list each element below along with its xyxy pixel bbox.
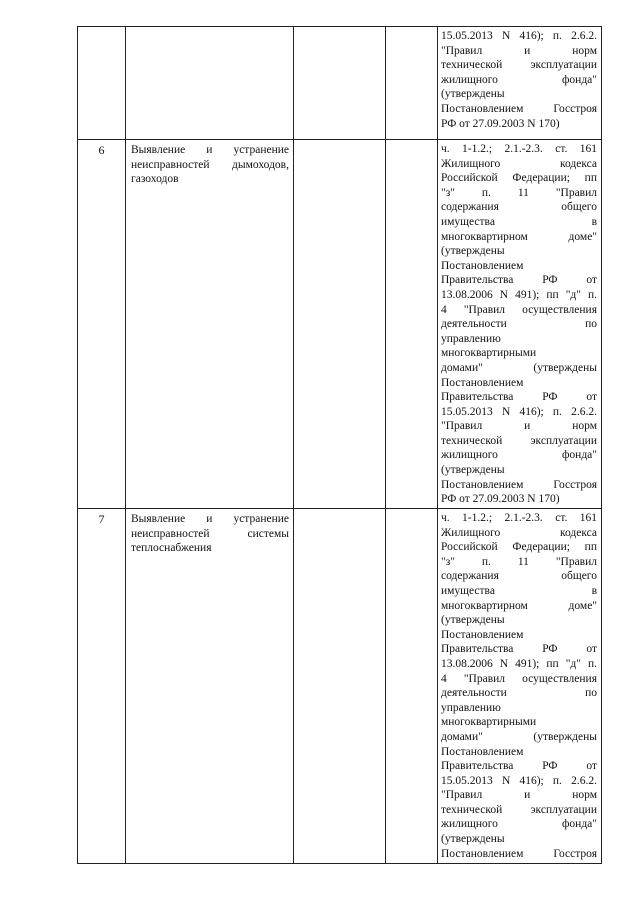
table-row [78, 140, 602, 509]
reference-line: жилищного фонда" [441, 449, 597, 462]
reference-line: "Правил и норм [441, 789, 597, 802]
reference-line: Постановлением [441, 745, 524, 758]
reference-line: технической эксплуатации [441, 59, 597, 72]
reference-line: Жилищного кодекса [441, 157, 597, 170]
reference-line: деятельности по [441, 687, 597, 700]
reference-line: многоквартирном доме" [441, 599, 597, 612]
empty-cell [386, 140, 438, 509]
empty-cell [386, 509, 438, 864]
requirements-table [77, 26, 602, 864]
reference-line: многоквартирными [441, 347, 537, 360]
reference-line: Постановлением [441, 628, 524, 641]
reference-line: многоквартирном доме" [441, 230, 597, 243]
reference-line: Постановлением [441, 259, 524, 272]
reference-line: многоквартирными [441, 716, 537, 729]
reference-line: Постановлением [441, 376, 524, 389]
reference-line: "Правил и норм [441, 44, 597, 57]
reference-line: ч. 1-1.2.; 2.1.-2.3. ст. 161 [441, 143, 597, 155]
empty-cell [294, 509, 386, 864]
reference-line: имущества в [441, 584, 597, 597]
reference-line: (утверждены [441, 245, 505, 258]
reference-line: 13.08.2006 N 491); пп "д" п. [441, 288, 597, 301]
reference-line: "Правил и норм [441, 420, 597, 433]
reference-line: Правительства РФ от [441, 391, 597, 404]
empty-cell [294, 27, 386, 140]
reference-line: домами" (утверждены [441, 361, 597, 374]
reference-line: Российской Федерации; пп [441, 541, 597, 554]
reference-line: технической эксплуатации [441, 434, 597, 447]
reference-line: Правительства РФ от [441, 760, 597, 773]
reference-line: имущества в [441, 215, 597, 228]
legal-reference [438, 27, 602, 140]
reference-line: 13.08.2006 N 491); пп "д" п. [441, 657, 597, 670]
row-number: 7 [78, 509, 126, 864]
reference-line: 4 "Правил осуществления [441, 303, 597, 316]
reference-line: (утверждены [441, 464, 505, 477]
legal-reference [438, 509, 602, 864]
reference-line: управлению [441, 332, 501, 345]
reference-line: 15.05.2013 N 416); п. 2.6.2. [441, 774, 597, 787]
reference-line: 4 "Правил осуществления [441, 672, 597, 685]
reference-line: "з" п. 11 "Правил [441, 555, 597, 568]
reference-line: Постановлением Госстроя [441, 102, 597, 115]
table-row [78, 509, 602, 864]
empty-cell [386, 27, 438, 140]
reference-line: РФ от 27.09.2003 N 170) [441, 493, 560, 506]
reference-line: (утверждены [441, 88, 505, 101]
reference-line: деятельности по [441, 318, 597, 331]
reference-line: "з" п. 11 "Правил [441, 186, 597, 199]
reference-line: Российской Федерации; пп [441, 172, 597, 185]
row-number: 6 [78, 140, 126, 509]
reference-line: РФ от 27.09.2003 N 170) [441, 117, 560, 130]
reference-line: (утверждены [441, 833, 505, 846]
row-description [126, 27, 294, 140]
reference-line: ч. 1-1.2.; 2.1.-2.3. ст. 161 [441, 512, 597, 524]
row-description: Выявление и устранение неисправностей дымоходов, газоходов [126, 140, 294, 509]
table-row [78, 27, 602, 140]
reference-line: домами" (утверждены [441, 730, 597, 743]
reference-line: управлению [441, 701, 501, 714]
reference-line: технической эксплуатации [441, 803, 597, 816]
row-number [78, 27, 126, 140]
reference-line: Постановлением Госстроя [441, 478, 597, 491]
reference-line: содержания общего [441, 201, 597, 214]
reference-line: содержания общего [441, 570, 597, 583]
reference-line: 15.05.2013 N 416); п. 2.6.2. [441, 30, 597, 42]
reference-line: 15.05.2013 N 416); п. 2.6.2. [441, 405, 597, 418]
reference-line: Правительства РФ от [441, 274, 597, 287]
reference-line: жилищного фонда" [441, 73, 597, 86]
legal-reference [438, 140, 602, 509]
reference-line: жилищного фонда" [441, 818, 597, 831]
row-description: Выявление и устранение неисправностей системы теплоснабжения [126, 509, 294, 864]
reference-line: (утверждены [441, 614, 505, 627]
reference-line: Правительства РФ от [441, 643, 597, 656]
reference-line: Жилищного кодекса [441, 526, 597, 539]
reference-line: Постановлением Госстроя [441, 847, 597, 860]
empty-cell [294, 140, 386, 509]
